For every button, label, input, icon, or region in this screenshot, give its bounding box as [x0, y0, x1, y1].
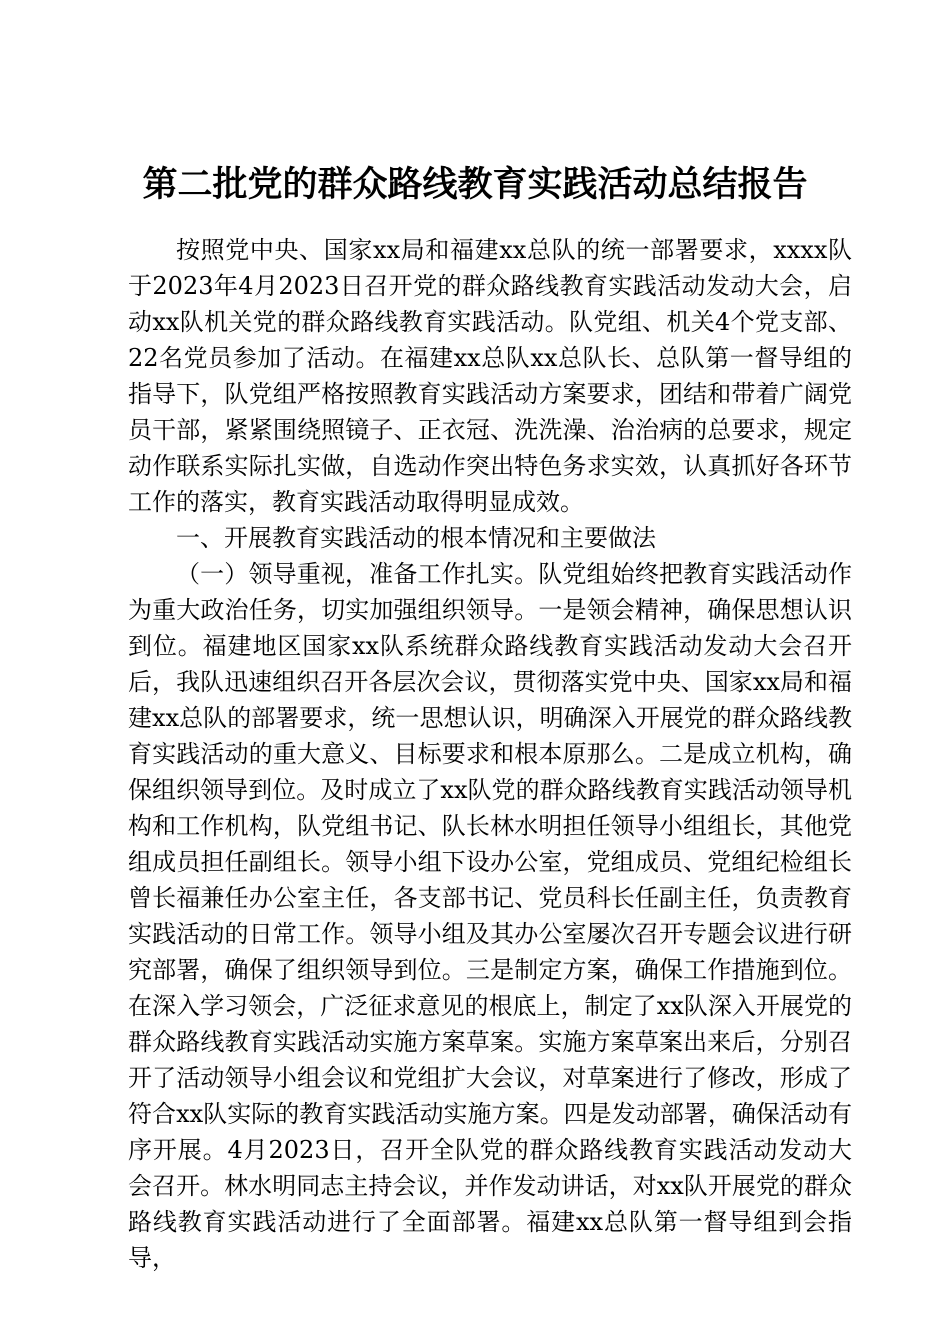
section-heading: 一、开展教育实践活动的根本情况和主要做法	[176, 524, 656, 552]
document-body	[128, 232, 852, 1276]
document-title: 第二批党的群众路线教育实践活动总结报告	[142, 164, 808, 205]
intro-paragraph: 按照党中央、国家xx局和福建xx总队的统一部署要求，xxxx队于2023年4月2023日召开党的群众路线教育实践活动发动大会，启动xx队机关党的群众路线教育实践活动。队党组、机关4个党支部、22名党员参加了活动。在福建xx总队xx总队长、总队第一督导组的指导下，队党组严格按照教育实践活动方案要求，团结和带着广阔党员干部，紧紧围绕照镜子、正衣冠、洗洗澡、治治病的总要求，规定动作联系实际扎实做，自选动作突出特色务求实效，认真抓好各环节工作的落实，教育实践活动取得明显成效。	[128, 236, 852, 516]
section-paragraph: （一）领导重视，准备工作扎实。队党组始终把教育实践活动作为重大政治任务，切实加强组织领导。一是领会精神，确保思想认识到位。福建地区国家xx队系统群众路线教育实践活动发动大会召开后，我队迅速组织召开各层次会议，贯彻落实党中央、国家xx局和福建xx总队的部署要求，统一思想认识，明确深入开展党的群众路线教育实践活动的重大意义、目标要求和根本原那么。二是成立机构，确保组织领导到位。及时成立了xx队党的群众路线教育实践活动领导机构和工作机构，队党组书记、队长林水明担任领导小组组长，其他党组成员担任副组长。领导小组下设办公室，党组成员、党组纪检组长曾长福兼任办公室主任，各支部书记、党员科长任副主任，负责教育实践活动的日常工作。领导小组及其办公室屡次召开专题会议进行研究部署，确保了组织领导到位。三是制定方案，确保工作措施到位。在深入学习领会，广泛征求意见的根底上，制定了xx队深入开展党的群众路线教育实践活动实施方案草案。实施方案草案出来后，分别召开了活动领导小组会议和党组扩大会议，对草案进行了修改，形成了符合xx队实际的教育实践活动实施方案。四是发动部署，确保活动有序开展。4月2023日，召开全队党的群众路线教育实践活动发动大会召开。林水明同志主持会议，并作发动讲话，对xx队开展党的群众路线教育实践活动进行了全面部署。福建xx总队第一督导组到会指导，	[128, 560, 852, 1272]
